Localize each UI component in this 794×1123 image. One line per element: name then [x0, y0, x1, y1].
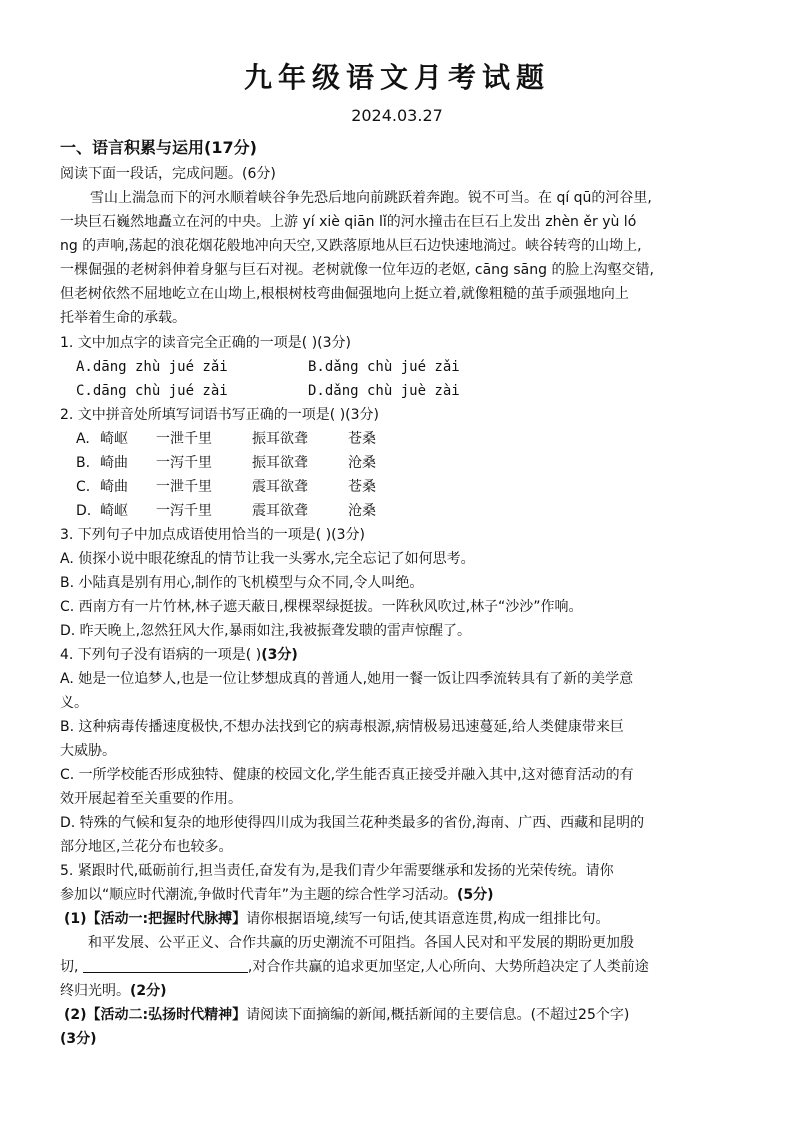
question-5-line: 5. 紧跟时代,砥砺前行,担当责任,奋发有为,是我们青少年需要继承和发扬的光荣传统。请你: [60, 863, 614, 879]
q2-word: 崎曲: [100, 479, 128, 495]
q4-line: C. 一所学校能否形成独特、健康的校园文化,学生能否真正接受并融入其中,这对德育活动的有: [60, 767, 634, 783]
q4-score: (3分): [261, 647, 298, 663]
q2-word: 震耳欲聋: [252, 503, 308, 519]
answer-blank[interactable]: [83, 958, 248, 973]
section-heading: 一、语言积累与运用(17分): [60, 138, 257, 157]
page-title: 九年级语文月考试题: [243, 61, 550, 94]
q4-line: B. 这种病毒传播速度极快,不想办法找到它的病毒根源,病情极易迅速蔓延,给人类健康带来巨: [60, 719, 624, 735]
q3-option-d: D. 昨天晚上,忽然狂风大作,暴雨如注,我被振聋发聩的雷声惊醒了。: [60, 623, 472, 639]
q2-word: 震耳欲聋: [252, 479, 308, 495]
activity-1-label: (1)【活动一:把握时代脉搏】: [64, 911, 247, 927]
activity-2-instruction: 请阅读下面摘编的新闻,概括新闻的主要信息。(不超过25个字): [246, 1007, 630, 1023]
q2-word: 一泻千里: [156, 455, 212, 471]
q2-word: 振耳欲聋: [252, 455, 308, 471]
activity-1-text: [60, 981, 167, 1001]
q2-option-letter: A.: [76, 431, 90, 447]
q1-option-c: C.dāng chù jué zài: [76, 383, 228, 399]
activity-1-text-close: 终归光明。: [60, 983, 130, 999]
q4-line: 大威胁。: [60, 743, 116, 759]
q2-word: 苍桑: [348, 431, 376, 447]
q2-word: 沧桑: [348, 503, 376, 519]
activity-1: [64, 909, 610, 929]
q1-option-b: B.dǎng chù jué zǎi: [308, 359, 460, 375]
activity-1-text: 和平发展、公平正义、合作共赢的历史潮流不可阻挡。各国人民对和平发展的期盼更加殷: [88, 935, 634, 951]
activity-2: [64, 1005, 629, 1025]
question-2-stem: 2. 文中拼音处所填写词语书写正确的一项是( )(3分): [60, 407, 380, 423]
q2-option-letter: C.: [76, 479, 91, 495]
activity-1-text: [60, 957, 649, 977]
q3-option-b: B. 小陆真是别有用心,制作的飞机模型与众不同,令人叫绝。: [60, 575, 424, 591]
q4-line: 部分地区,兰花分布也较多。: [60, 839, 233, 855]
q1-option-a: A.dāng zhù jué zǎi: [76, 359, 228, 375]
q4-line: 效开展起着至关重要的作用。: [60, 791, 242, 807]
q4-line: 义。: [60, 695, 88, 711]
question-5-line: [60, 885, 494, 905]
passage-line: 托举着生命的承载。: [60, 310, 186, 326]
passage-line: 雪山上湍急而下的河水顺着峡谷争先恐后地向前跳跃着奔跑。锐不可当。在 qí qū的河谷里,: [90, 190, 652, 206]
q3-option-c: C. 西南方有一片竹林,林子遮天蔽日,棵棵翠绿挺拔。一阵秋风吹过,林子“沙沙”作响。: [60, 599, 583, 615]
q5-score: (5分): [456, 887, 494, 903]
activity-1-text-end: ,对合作共赢的追求更加坚定,人心所向、大势所趋决定了人类前途: [247, 959, 649, 975]
passage-line: 但老树依然不屈地屹立在山坳上,根根树枝弯曲倔强地向上挺立着,就像粗糙的茧手顽强地向上: [60, 286, 629, 302]
q2-word: 苍桑: [348, 479, 376, 495]
q2-word: 一泄千里: [156, 479, 212, 495]
passage-line: 一块巨石巍然地矗立在河的中央。上游 yí xiè qiān lǐ的河水撞击在巨石上发出 zhèn ěr yù ló: [60, 214, 637, 230]
q2-word: 崎岖: [100, 503, 128, 519]
activity-1-score: (2分): [130, 983, 167, 999]
activity-1-instruction: 请你根据语境,续写一句话,使其语意连贯,构成一组排比句。: [246, 911, 610, 927]
exam-date: 2024.03.27: [351, 106, 443, 125]
q1-option-d: D.dǎng chù juè zài: [308, 383, 460, 399]
activity-1-text-start: 切,: [60, 959, 79, 975]
q4-stem-text: 4. 下列句子没有语病的一项是( ): [60, 647, 262, 663]
question-3-stem: 3. 下列句子中加点成语使用恰当的一项是( )(3分): [60, 527, 366, 543]
q2-word: 振耳欲聋: [252, 431, 308, 447]
q2-word: 一泻千里: [156, 503, 212, 519]
q2-option-letter: D.: [76, 503, 92, 519]
q5-theme: 参加以“顺应时代潮流,争做时代青年”为主题的综合性学习活动。: [60, 887, 457, 903]
passage-line: ng 的声响,荡起的浪花烟花般地冲向天空,又跌落原地从巨石边快速地淌过。峡谷转弯的山坳上,: [60, 238, 642, 254]
q2-word: 崎岖: [100, 431, 128, 447]
reading-intro: 阅读下面一段话，完成问题。(6分): [60, 166, 276, 182]
q2-word: 崎曲: [100, 455, 128, 471]
passage-line: 一棵倔强的老树斜伸着身躯与巨石对视。老树就像一位年迈的老妪, cāng sāng 的脸上沟壑交错,: [60, 262, 654, 278]
q4-line: A. 她是一位追梦人,也是一位让梦想成真的普通人,她用一餐一饭让四季流转具有了新的美学意: [60, 671, 634, 687]
q2-word: 沧桑: [348, 455, 376, 471]
q2-option-letter: B.: [76, 455, 91, 471]
q3-option-a: A. 侦探小说中眼花缭乱的情节让我一头雾水,完全忘记了如何思考。: [60, 551, 475, 567]
q4-line: D. 特殊的气候和复杂的地形使得四川成为我国兰花种类最多的省份,海南、广西、西藏和昆明的: [60, 815, 645, 831]
question-4-stem: [60, 645, 298, 665]
activity-2-score: (3分): [60, 1031, 97, 1047]
question-1-stem: 1. 文中加点字的读音完全正确的一项是( )(3分): [60, 335, 352, 351]
q2-word: 一泄千里: [156, 431, 212, 447]
activity-2-label: (2)【活动二:弘扬时代精神】: [64, 1007, 247, 1023]
